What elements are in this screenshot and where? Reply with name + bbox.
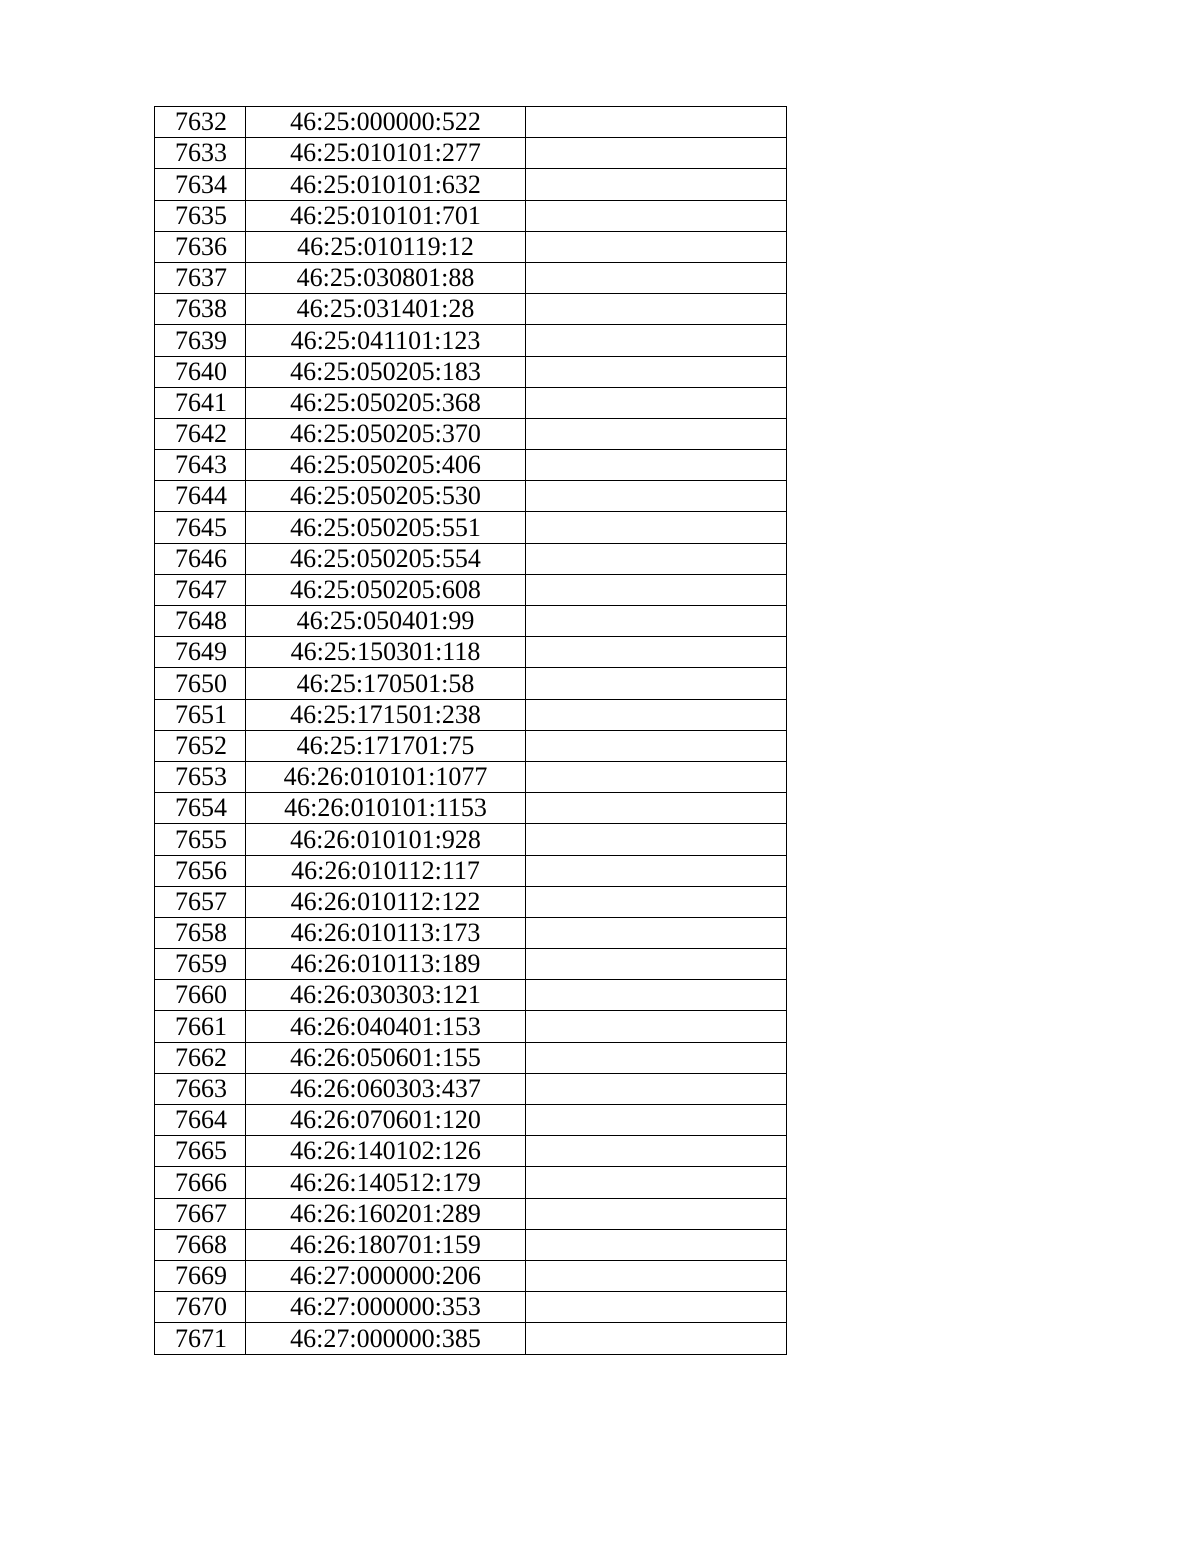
- row-number-cell: 7666: [155, 1167, 246, 1198]
- empty-cell: [526, 1229, 787, 1260]
- row-number-cell: 7671: [155, 1323, 246, 1354]
- table-body: [155, 107, 787, 1355]
- row-number-cell: 7642: [155, 418, 246, 449]
- row-number-cell: 7669: [155, 1260, 246, 1291]
- table-row: [155, 1260, 787, 1291]
- empty-cell: [526, 637, 787, 668]
- row-number-cell: 7648: [155, 606, 246, 637]
- cadastral-number-cell: 46:25:171501:238: [246, 699, 526, 730]
- empty-cell: [526, 1011, 787, 1042]
- empty-cell: [526, 325, 787, 356]
- table-row: [155, 418, 787, 449]
- row-number-cell: 7640: [155, 356, 246, 387]
- table-row: [155, 1105, 787, 1136]
- cadastral-number-cell: 46:26:040401:153: [246, 1011, 526, 1042]
- row-number-cell: 7643: [155, 450, 246, 481]
- cadastral-number-cell: 46:25:050205:183: [246, 356, 526, 387]
- cadastral-number-cell: 46:26:140102:126: [246, 1136, 526, 1167]
- empty-cell: [526, 1105, 787, 1136]
- cadastral-number-cell: 46:26:010112:122: [246, 886, 526, 917]
- empty-cell: [526, 512, 787, 543]
- row-number-cell: 7658: [155, 917, 246, 948]
- empty-cell: [526, 107, 787, 138]
- cadastral-number-cell: 46:25:010101:701: [246, 200, 526, 231]
- cadastral-number-cell: 46:25:150301:118: [246, 637, 526, 668]
- cadastral-number-cell: 46:25:050205:551: [246, 512, 526, 543]
- table-row: [155, 1073, 787, 1104]
- empty-cell: [526, 574, 787, 605]
- cadastral-number-cell: 46:25:170501:58: [246, 668, 526, 699]
- cadastral-number-cell: 46:25:171701:75: [246, 730, 526, 761]
- cadastral-number-cell: 46:25:010119:12: [246, 231, 526, 262]
- table-row: [155, 1136, 787, 1167]
- cadastral-number-cell: 46:25:050205:608: [246, 574, 526, 605]
- empty-cell: [526, 387, 787, 418]
- empty-cell: [526, 1323, 787, 1354]
- table-row: [155, 231, 787, 262]
- table-row: [155, 1198, 787, 1229]
- table-row: [155, 138, 787, 169]
- row-number-cell: 7652: [155, 730, 246, 761]
- cadastral-number-cell: 46:26:060303:437: [246, 1073, 526, 1104]
- empty-cell: [526, 450, 787, 481]
- row-number-cell: 7641: [155, 387, 246, 418]
- empty-cell: [526, 949, 787, 980]
- table-row: [155, 1229, 787, 1260]
- cadastral-number-cell: 46:25:031401:28: [246, 294, 526, 325]
- empty-cell: [526, 1292, 787, 1323]
- table-row: [155, 200, 787, 231]
- row-number-cell: 7646: [155, 543, 246, 574]
- cadastral-number-cell: 46:25:050205:530: [246, 481, 526, 512]
- empty-cell: [526, 543, 787, 574]
- row-number-cell: 7645: [155, 512, 246, 543]
- cadastral-number-cell: 46:26:180701:159: [246, 1229, 526, 1260]
- empty-cell: [526, 294, 787, 325]
- table-row: [155, 543, 787, 574]
- table-row: [155, 1042, 787, 1073]
- empty-cell: [526, 231, 787, 262]
- row-number-cell: 7661: [155, 1011, 246, 1042]
- cadastral-number-cell: 46:25:050205:368: [246, 387, 526, 418]
- cadastral-number-cell: 46:25:010101:632: [246, 169, 526, 200]
- cadastral-number-cell: 46:25:000000:522: [246, 107, 526, 138]
- row-number-cell: 7639: [155, 325, 246, 356]
- empty-cell: [526, 138, 787, 169]
- empty-cell: [526, 1260, 787, 1291]
- table-row: [155, 450, 787, 481]
- cadastral-number-cell: 46:25:050205:554: [246, 543, 526, 574]
- row-number-cell: 7662: [155, 1042, 246, 1073]
- empty-cell: [526, 1198, 787, 1229]
- table-row: [155, 824, 787, 855]
- row-number-cell: 7665: [155, 1136, 246, 1167]
- row-number-cell: 7634: [155, 169, 246, 200]
- row-number-cell: 7636: [155, 231, 246, 262]
- row-number-cell: 7635: [155, 200, 246, 231]
- cadastral-number-cell: 46:25:041101:123: [246, 325, 526, 356]
- cadastral-number-cell: 46:26:140512:179: [246, 1167, 526, 1198]
- empty-cell: [526, 761, 787, 792]
- row-number-cell: 7660: [155, 980, 246, 1011]
- cadastral-number-cell: 46:25:050401:99: [246, 606, 526, 637]
- table-row: [155, 107, 787, 138]
- row-number-cell: 7654: [155, 793, 246, 824]
- table-row: [155, 917, 787, 948]
- row-number-cell: 7667: [155, 1198, 246, 1229]
- row-number-cell: 7633: [155, 138, 246, 169]
- row-number-cell: 7663: [155, 1073, 246, 1104]
- table-row: [155, 1292, 787, 1323]
- table-row: [155, 761, 787, 792]
- table-row: [155, 1011, 787, 1042]
- table-row: [155, 481, 787, 512]
- row-number-cell: 7632: [155, 107, 246, 138]
- table-row: [155, 949, 787, 980]
- cadastral-number-cell: 46:26:010113:173: [246, 917, 526, 948]
- table-row: [155, 606, 787, 637]
- table-row: [155, 668, 787, 699]
- row-number-cell: 7664: [155, 1105, 246, 1136]
- row-number-cell: 7668: [155, 1229, 246, 1260]
- cadastral-number-cell: 46:25:050205:406: [246, 450, 526, 481]
- empty-cell: [526, 418, 787, 449]
- table-row: [155, 730, 787, 761]
- row-number-cell: 7651: [155, 699, 246, 730]
- cadastral-number-cell: 46:26:160201:289: [246, 1198, 526, 1229]
- empty-cell: [526, 980, 787, 1011]
- table-row: [155, 855, 787, 886]
- cadastral-number-table: [154, 106, 787, 1355]
- table-row: [155, 1167, 787, 1198]
- table-row: [155, 574, 787, 605]
- cadastral-number-cell: 46:25:010101:277: [246, 138, 526, 169]
- empty-cell: [526, 730, 787, 761]
- cadastral-number-cell: 46:25:030801:88: [246, 262, 526, 293]
- empty-cell: [526, 356, 787, 387]
- empty-cell: [526, 1167, 787, 1198]
- empty-cell: [526, 699, 787, 730]
- table-row: [155, 793, 787, 824]
- cadastral-number-cell: 46:26:050601:155: [246, 1042, 526, 1073]
- row-number-cell: 7647: [155, 574, 246, 605]
- table-row: [155, 699, 787, 730]
- empty-cell: [526, 481, 787, 512]
- cadastral-number-cell: 46:27:000000:206: [246, 1260, 526, 1291]
- empty-cell: [526, 262, 787, 293]
- table-row: [155, 1323, 787, 1354]
- row-number-cell: 7659: [155, 949, 246, 980]
- empty-cell: [526, 824, 787, 855]
- empty-cell: [526, 1073, 787, 1104]
- row-number-cell: 7637: [155, 262, 246, 293]
- cadastral-number-cell: 46:25:050205:370: [246, 418, 526, 449]
- table-row: [155, 262, 787, 293]
- empty-cell: [526, 668, 787, 699]
- table-row: [155, 886, 787, 917]
- row-number-cell: 7638: [155, 294, 246, 325]
- empty-cell: [526, 1136, 787, 1167]
- table-row: [155, 169, 787, 200]
- cadastral-number-cell: 46:26:030303:121: [246, 980, 526, 1011]
- empty-cell: [526, 200, 787, 231]
- table-row: [155, 980, 787, 1011]
- cadastral-number-cell: 46:26:010113:189: [246, 949, 526, 980]
- empty-cell: [526, 606, 787, 637]
- cadastral-number-cell: 46:26:070601:120: [246, 1105, 526, 1136]
- empty-cell: [526, 1042, 787, 1073]
- row-number-cell: 7670: [155, 1292, 246, 1323]
- row-number-cell: 7653: [155, 761, 246, 792]
- empty-cell: [526, 886, 787, 917]
- empty-cell: [526, 169, 787, 200]
- table-row: [155, 387, 787, 418]
- empty-cell: [526, 855, 787, 886]
- table-row: [155, 294, 787, 325]
- table-row: [155, 356, 787, 387]
- empty-cell: [526, 793, 787, 824]
- row-number-cell: 7657: [155, 886, 246, 917]
- cadastral-number-cell: 46:27:000000:353: [246, 1292, 526, 1323]
- cadastral-number-cell: 46:26:010101:928: [246, 824, 526, 855]
- table-row: [155, 325, 787, 356]
- cadastral-number-cell: 46:26:010112:117: [246, 855, 526, 886]
- row-number-cell: 7656: [155, 855, 246, 886]
- row-number-cell: 7655: [155, 824, 246, 855]
- empty-cell: [526, 917, 787, 948]
- cadastral-number-cell: 46:26:010101:1077: [246, 761, 526, 792]
- table-row: [155, 637, 787, 668]
- cadastral-number-cell: 46:26:010101:1153: [246, 793, 526, 824]
- row-number-cell: 7649: [155, 637, 246, 668]
- row-number-cell: 7644: [155, 481, 246, 512]
- table-row: [155, 512, 787, 543]
- cadastral-number-cell: 46:27:000000:385: [246, 1323, 526, 1354]
- row-number-cell: 7650: [155, 668, 246, 699]
